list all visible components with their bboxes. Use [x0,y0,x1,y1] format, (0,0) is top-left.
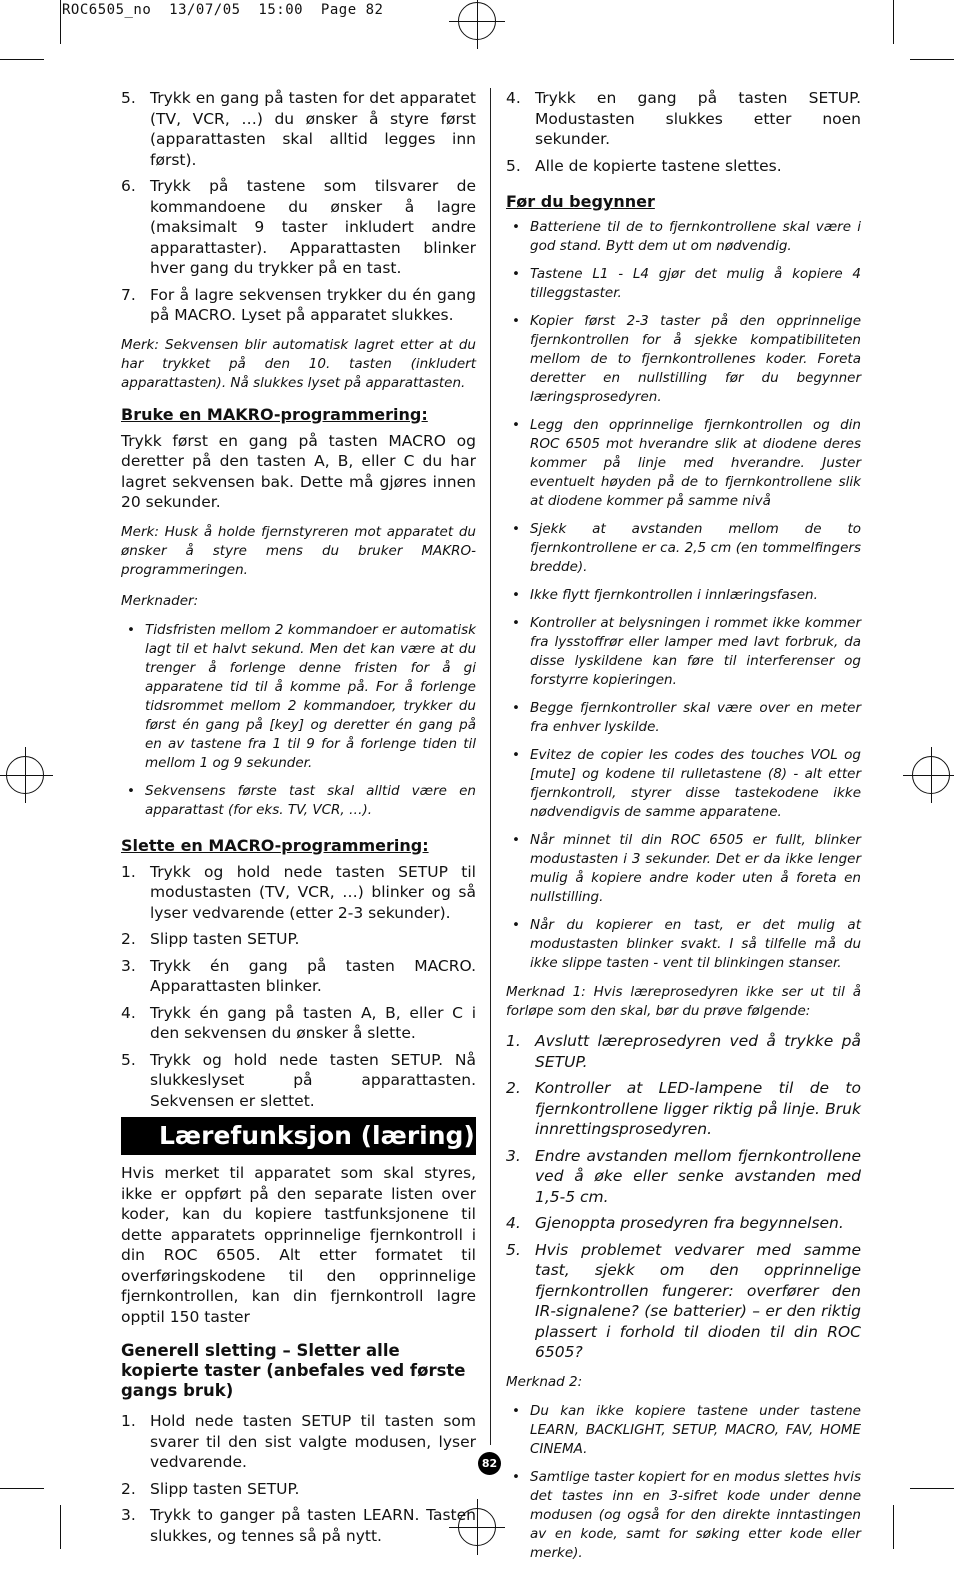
note: Merk: Husk å holde fjernstyreren mot apparatet du ønsker å styre mens du bruker MAKRO-programmeringen. [121,523,476,578]
list-item: 2. Slipp tasten SETUP. [121,1479,300,1498]
list-item: • Batteriene til de to fjernkontrollene skal være i god stand. Bytt dem ut om nødvendig. [506,218,861,256]
list-item: • Når minnet til din ROC 6505 er fullt, blinker modustasten i 3 sekunder. Det er da ikke lenger mulig å kopiere andre koder uten å foreta en nullstilling. [506,831,861,907]
registration-mark-icon [912,756,950,794]
troubleshooting-list [506,1031,861,1363]
note: Merk: Sekvensen blir automatisk lagret etter at du har trykket på den 10. tasten (inkludert apparattasten). Nå slukkes lyset på apparattasten. [121,336,476,391]
list-item: • Samtlige taster kopiert for en modus slettes hvis det tastes inn en 3-sifret kode under denne modusen (og også for den direkte inntastingen av en kode, samt for søking etter kode eller merke). [506,1468,861,1563]
list-item: • Evitez de copier les codes des touches VOL og [mute] og kodene til rulletastene (8) - alt etter fjernkontroll, styrer disse tastekodene ikke nødvendigvis de samme apparatene. [506,746,861,822]
right-column [506,88,861,1572]
macro-steps-list [121,88,476,326]
section-heading-general-delete: Generell sletting – Sletter alle kopierte taster (anbefales ved første gangs bruk) [121,1341,466,1400]
list-item: • Ikke flytt fjernkontrollen i innlæringsfasen. [506,586,861,605]
prerequisites-list [506,218,861,973]
notes-label: Merknader: [121,592,199,609]
list-item: 1. Trykk og hold nede tasten SETUP til modustasten (TV, VCR, …) blinker og så lyser vedvarende (etter 2-3 sekunder). [121,862,476,922]
list-item: 4. Trykk én gang på tasten A, B, eller C i den sekvensen du ønsker å slette. [121,1003,476,1042]
section-heading-before-start: Før du begynner [506,192,655,211]
list-item: 1. Avslutt læreprosedyren ved å trykke på SETUP. [506,1032,861,1071]
list-item: 1. Hold nede tasten SETUP til tasten som svarer til den sist valgte modusen, lyser vedvarende. [121,1412,476,1471]
list-item: • Kopier først 2-3 taster på den opprinnelige fjernkontrollen for å sjekke kompatibiliteten mellom de to fjernkontrollenes koder. Foreta deretter en nullstilling før du begynner læringsprosedyren. [506,312,861,407]
steps-list [506,88,861,176]
list-item: 5. Trykk en gang på tasten for det apparatet (TV, VCR, …) du ønsker å styre først (apparattasten skal alltid legges inn først). [121,89,476,169]
notes-list [506,1402,861,1563]
print-slug: ROC6505_no 13/07/05 15:00 Page 82 [62,2,384,18]
list-item: • Sekvensens første tast skal alltid være en apparattast (for eks. TV, VCR, …). [121,782,476,820]
left-column [121,88,476,1552]
page-number-badge: 82 [478,1452,501,1475]
list-item: • Legg den opprinnelige fjernkontrollen og din ROC 6505 mot hverandre slik at diodene deres kommer på linje med hverandre. Juster eventuelt høyden på de to fjernkontrollene slik at diodene kommer på samme nivå [506,416,861,511]
list-item: 2. Kontroller at LED-lampene til de to fjernkontrollene ligger riktig på linje. Bruk innrettingsprosedyren. [506,1079,861,1138]
list-item: • Sjekk at avstanden mellom de to fjernkontrollene er ca. 2,5 cm (en tommelfingers bredde). [506,520,861,577]
paragraph: Hvis merket til apparatet som skal styres, ikke er oppført på den separate listen over koder, kan du kopiere tastfunksjonene til dette apparatets opprinnelige fjernkontroll i din ROC 6505. Alt etter formatet til overføringskodene til den opprinnelige fjernkontrollen, kan din fjernkontroll lagre opptil 150 taster [121,1164,476,1326]
list-item: 6. Trykk på tastene som tilsvarer de kommandoene du ønsker å lagre (maksimalt 9 taster inkludert andre apparattaster). Apparattasten blinker hver gang du trykker på en tast. [121,177,476,277]
list-item: 5. Alle de kopierte tastene slettes. [506,156,782,175]
step-text: For å lagre sekvensen trykker du én gang på MACRO. Lyset på apparatet slukkes. [150,285,476,324]
delete-steps-list [121,862,476,1112]
list-item: 3. Trykk to ganger på tasten LEARN. Tasten slukkes, og tennes så på nytt. [121,1506,476,1545]
note: Merknad 1: Hvis læreprosedyren ikke ser ut til å forløpe som den skal, bør du prøve følgende: [506,984,861,1019]
list-item: 5. Hvis problemet vedvarer med samme tast, sjekk om den opprinnelige fjernkontrollen fungerer: overfører den IR-signalene? (se batterier) – er den riktig plassert i forhold til dioden til din ROC 6505? [506,1240,861,1361]
note: Merknad 2: [506,1373,583,1390]
step-text: Trykk en gang på tasten for det apparatet (TV, VCR, …) du ønsker å styre først (apparattasten skal alltid legges inn først). [150,89,476,169]
crop-mark [0,1488,44,1489]
list-item: 3. Trykk én gang på tasten MACRO. Apparattasten blinker. [121,956,476,995]
registration-mark-icon [6,756,44,794]
crop-mark [60,0,61,44]
column-divider [490,88,491,1445]
paragraph: Trykk først en gang på tasten MACRO og deretter på den tasten A, B, eller C du har lagret sekvensen bak. Dette må gjøres innen 20 sekunder. [121,431,476,511]
list-item: • Tidsfristen mellom 2 kommandoer er automatisk lagt til et halvt sekund. Men det kan være at du trenger å forlenge denne fristen for å gi apparatene tid til å komme på. For å forlenge tidsrommet mellom 2 kommandoer, trykker du først én gang på [key] og deretter én gang på en av tastene fra 1 til 9 for å forlenge tiden til mellom 1 og 9 sekunder. [121,621,476,773]
list-item: • Du kan ikke kopiere tastene under tastene LEARN, BACKLIGHT, SETUP, MACRO, FAV, HOME CINEMA. [506,1402,861,1459]
list-item: • Begge fjernkontroller skal være over en meter fra enhver lyskilde. [506,699,861,737]
list-item: 3. Endre avstanden mellom fjernkontrollene ved å øke eller senke avstanden med 1,5-5 cm. [506,1146,861,1206]
section-heading-delete-macro: Slette en MACRO-programmering: [121,835,429,855]
crop-mark [0,59,44,60]
crop-mark [893,0,894,44]
list-item: 5. Trykk og hold nede tasten SETUP. Nå slukkeslyset på apparattasten. Sekvensen er slettet. [121,1050,476,1110]
list-item: • Kontroller at belysningen i rommet ikke kommer fra lysstoffrør eller lamper med lavt forbruk, da disse lyskildene kan føre til interferenser og forstyrre kopieringen. [506,614,861,690]
notes-list [121,621,476,820]
crop-mark [60,1505,61,1549]
section-heading-use-macro: Bruke en MAKRO-programmering: [121,404,428,424]
list-item: 4. Gjenoppta prosedyren fra begynnelsen. [506,1214,844,1232]
section-banner: Lærefunksjon (læring) [121,1117,476,1155]
step-text: Trykk på tastene som tilsvarer de kommandoene du ønsker å lagre (maksimalt 9 taster inkludert andre apparattaster). Apparattasten blinker hver gang du trykker på en tast. [150,177,476,277]
crop-mark [910,59,954,60]
list-item: • Tastene L1 - L4 gjør det mulig å kopiere 4 tilleggstaster. [506,265,861,303]
list-item: 7. For å lagre sekvensen trykker du én gang på MACRO. Lyset på apparatet slukkes. [121,285,476,324]
crop-mark [893,1505,894,1549]
list-item: 2. Slipp tasten SETUP. [121,930,300,948]
general-delete-steps-list [121,1411,476,1546]
crop-mark [910,1488,954,1489]
list-item: 4. Trykk en gang på tasten SETUP. Modustasten slukkes etter noen sekunder. [506,89,861,148]
list-item: • Når du kopierer en tast, er det mulig at modustasten blinker svakt. I så tilfelle må du ikke slippe tasten - vent til blinkingen stanser. [506,916,861,973]
registration-mark-icon [458,2,496,40]
